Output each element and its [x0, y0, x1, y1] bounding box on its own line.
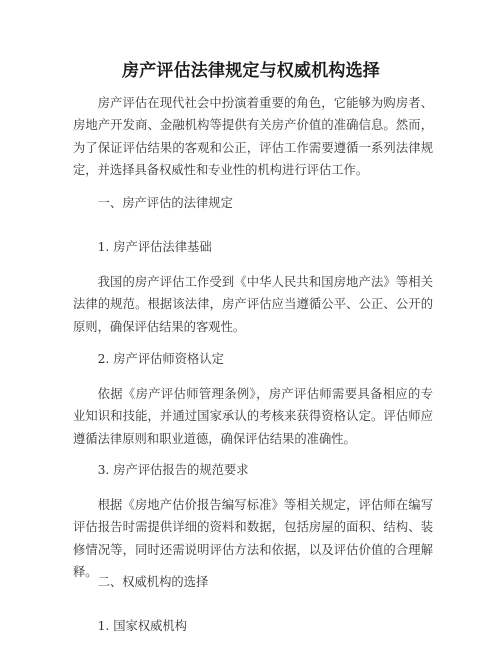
subsection-1-heading: 1. 房产评估法律基础	[97, 240, 212, 254]
subsection-3-body: 根据《房地产估价报告编写标准》等相关规定，评估师在编写评估报告时需提供详细的资料和数据，包括房屋的面积、结构、装修情况等，同时还需说明评估方法和依据，以及评估价值的合理解释。	[73, 498, 433, 579]
subsection-2-body: 依据《房产评估师管理条例》，房产评估师需要具备相应的专业知识和技能，并通过国家承认的考核来获得资格认定。评估师应遵循法律原则和职业道德，确保评估结果的准确性。	[73, 387, 433, 446]
section-2-heading: 二、权威机构的选择	[97, 575, 209, 589]
subsection-2-heading: 2. 房产评估师资格认定	[97, 352, 224, 366]
subsection-4-heading: 1. 国家权威机构	[97, 619, 188, 633]
intro-paragraph: 房产评估在现代社会中扮演着重要的角色，它能够为购房者、房地产开发商、金融机构等提供有关房产价值的准确信息。然而，为了保证评估结果的客观和公正，评估工作需要遵循一系列法律规定，并选择具备权威性和专业性的机构进行评估工作。	[73, 96, 433, 177]
section-1-heading: 一、房产评估的法律规定	[97, 196, 233, 210]
subsection-1-body: 我国的房产评估工作受到《中华人民共和国房地产法》等相关法律的规范。根据该法律，房产评估应当遵循公平、公正、公开的原则，确保评估结果的客观性。	[73, 275, 433, 334]
document-title: 房产评估法律规定与权威机构选择	[122, 61, 380, 81]
subsection-3-heading: 3. 房产评估报告的规范要求	[97, 463, 249, 477]
